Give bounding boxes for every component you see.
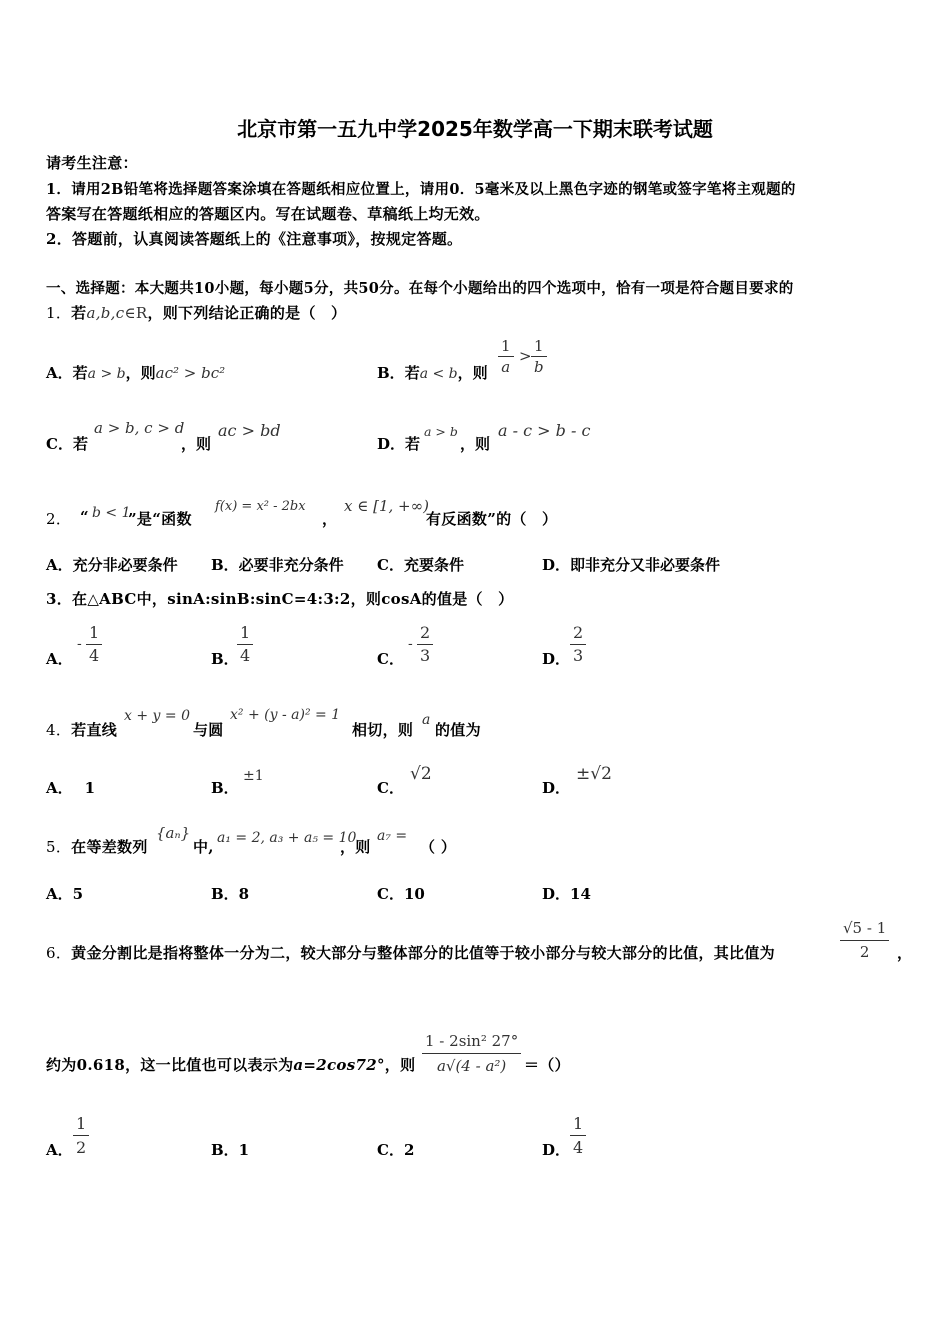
denominator: 4 — [570, 1135, 586, 1159]
q4-option-a[interactable] — [46, 777, 95, 798]
q2-condition: b < 1 — [92, 505, 131, 521]
q1-d-conclusion: a - c > b - c — [498, 421, 591, 440]
q1-d-condition: a > b — [424, 424, 458, 439]
q6-option-c[interactable]: C．2 — [377, 1141, 415, 1159]
denominator: 3 — [417, 644, 433, 667]
q1-option-a[interactable] — [46, 362, 225, 383]
math-vars: a,b,c — [86, 304, 125, 322]
q3-b-fraction — [237, 622, 253, 667]
denominator: 4 — [86, 644, 102, 667]
minus-sign: - — [408, 636, 413, 652]
q5-option-d[interactable]: D．14 — [542, 885, 591, 903]
q5-mid: 中, — [193, 838, 214, 856]
question-number: 4． — [46, 721, 72, 739]
option-label: B． — [377, 364, 405, 382]
q1-b-fraction-1 — [498, 336, 514, 377]
notice-item-2: 2．答题前，认真阅读答题纸上的《注意事项》，按规定答题。 — [46, 230, 463, 248]
q6-expression — [422, 1029, 521, 1078]
q6-d-fraction — [570, 1112, 586, 1159]
q5-condition: a₁ = 2, a₃ + a₅ = 10 — [217, 830, 357, 846]
q3-option-b-label[interactable]: B． — [211, 650, 239, 668]
math-set: ∈R — [124, 304, 148, 322]
q4-option-b-label[interactable]: B． — [211, 779, 239, 797]
denominator: a√(4 - a²) — [422, 1053, 521, 1078]
q4-mid: 与圆 — [193, 721, 224, 739]
q2-function: f(x) = x² - 2bx — [215, 499, 306, 514]
question-number: 5． — [46, 838, 72, 856]
stem-text: 若 — [71, 304, 87, 322]
q3-c-fraction — [417, 622, 433, 667]
option-label: D． — [377, 435, 406, 453]
q2-domain: x ∈ [1, +∞) — [344, 497, 429, 515]
question-2-open: “ — [80, 508, 89, 526]
option-label: A． — [46, 779, 73, 797]
q1-c-condition: a > b, c > d — [94, 419, 185, 437]
option-label: A． — [46, 364, 73, 382]
q1-b-fraction-2 — [531, 336, 547, 377]
math-expr: a > b — [87, 366, 126, 382]
option-text: ，则 — [457, 364, 488, 382]
denominator: a — [498, 356, 514, 377]
option-value: 1 — [84, 779, 96, 797]
stem-text: 约为0.618，这一比值也可以表示为 — [46, 1056, 294, 1074]
q3-option-d-label[interactable]: D． — [542, 650, 571, 668]
denominator: 3 — [570, 644, 586, 667]
question-3-stem: 3．在△ABC中，sinA:sinB:sinC=4:3:2，则cosA的值是（ ） — [46, 590, 514, 608]
option-text: 若 — [72, 364, 88, 382]
q2-option-d[interactable]: D．即非充分又非必要条件 — [542, 556, 721, 574]
numerator: 1 — [573, 1114, 584, 1133]
q3-option-c-label[interactable]: C． — [377, 650, 404, 668]
q2-option-a[interactable]: A．充分非必要条件 — [46, 556, 178, 574]
q4-end: 的值为 — [435, 721, 481, 739]
q4-option-b-value: ±1 — [243, 768, 264, 784]
q5-post: ，则 — [340, 838, 371, 856]
minus-sign: - — [77, 636, 82, 652]
numerator: 1 - 2sin² 27° — [425, 1032, 519, 1050]
q1-d-mid: ，则 — [460, 435, 491, 453]
option-text: ，则 — [125, 364, 156, 382]
option-text: 若 — [405, 435, 421, 453]
numerator: √5 - 1 — [843, 919, 887, 937]
numerator: 1 — [240, 623, 251, 642]
option-text: 若 — [404, 364, 420, 382]
greater-than-sign: > — [519, 347, 532, 365]
q1-c-mid: ，则 — [181, 435, 212, 453]
q6-golden-ratio — [840, 917, 889, 964]
q2-comma: ， — [322, 510, 338, 528]
notice-item-1-line-2: 答案写在答题纸相应的答题区内。写在试题卷、草稿纸上均无效。 — [46, 205, 490, 223]
q2-option-c[interactable]: C．充要条件 — [377, 556, 464, 574]
q1-c-conclusion: ac > bd — [218, 421, 281, 440]
q3-option-a-label[interactable]: A． — [46, 650, 73, 668]
q3-d-fraction — [570, 622, 586, 667]
stem-text: 若直线 — [71, 721, 118, 739]
stem-text: 在等差数列 — [71, 838, 148, 856]
question-5-stem-start — [46, 836, 148, 857]
numerator: 1 — [534, 337, 544, 355]
q6-line-2-end: ＝（） — [524, 1056, 570, 1074]
notice-item-1-line-1: 1．请用2B铅笔将选择题答案涂填在答题纸相应位置上，请用0．5毫米及以上黑色字迹的钢笔或签字笔将主观题的 — [46, 181, 796, 198]
q4-option-d-value: ±√2 — [576, 764, 612, 784]
question-2-close: ”是“函数 — [128, 510, 192, 528]
q4-option-c-label[interactable]: C． — [377, 779, 404, 797]
q4-option-d-label[interactable]: D． — [542, 779, 571, 797]
numerator: 2 — [420, 623, 431, 642]
denominator: 2 — [73, 1135, 89, 1159]
notice-heading: 请考生注意： — [46, 154, 138, 172]
question-number: 1． — [46, 304, 72, 322]
q2-option-b[interactable]: B．必要非充分条件 — [211, 556, 344, 574]
question-6-line-2 — [46, 1054, 415, 1075]
numerator: 1 — [501, 337, 511, 355]
q4-circle-equation: x² + (y - a)² = 1 — [230, 707, 341, 723]
stem-text: ，则下列结论正确的是（ ） — [147, 304, 347, 322]
q1-option-c-label[interactable] — [46, 433, 88, 454]
q6-option-a-label[interactable]: A． — [46, 1141, 73, 1159]
page-title: 北京市第一五九中学2025年数学高一下期末联考试题 — [237, 117, 713, 141]
question-number: 6． — [46, 944, 72, 962]
q4-post: 相切，则 — [352, 721, 414, 739]
q6-option-b[interactable]: B．1 — [211, 1141, 250, 1159]
denominator: 2 — [840, 940, 889, 964]
question-4-stem-start — [46, 719, 117, 740]
q1-option-b[interactable] — [377, 362, 488, 383]
option-text: 若 — [72, 435, 88, 453]
numerator: 1 — [89, 623, 100, 642]
q3-a-fraction — [86, 622, 102, 667]
q4-var: a — [422, 712, 431, 728]
numerator: 1 — [76, 1114, 87, 1133]
q5-sequence: {aₙ} — [156, 824, 191, 842]
q6-a-fraction — [73, 1112, 89, 1159]
option-label: C． — [46, 435, 73, 453]
math-expr: a < b — [419, 366, 458, 382]
q6-comma: ， — [897, 944, 913, 962]
math-expr: ac² > bc² — [155, 364, 226, 382]
question-2-post: 有反函数”的（ ） — [426, 510, 558, 528]
stem-text: ，则 — [384, 1056, 416, 1074]
question-number: 2． — [46, 510, 72, 528]
q5-end: （ ） — [420, 838, 457, 856]
denominator: 4 — [237, 644, 253, 667]
numerator: 2 — [573, 623, 584, 642]
math-expr: a=2cos72° — [293, 1056, 385, 1074]
q4-option-c-value: √2 — [410, 764, 432, 784]
q5-option-a[interactable]: A．5 — [46, 885, 84, 903]
question-1-stem — [46, 302, 346, 323]
denominator: b — [531, 356, 547, 377]
q1-option-d-label[interactable] — [377, 433, 420, 454]
q5-option-b[interactable]: B．8 — [211, 885, 250, 903]
section-heading: 一、选择题：本大题共10小题，每小题5分，共50分。在每个小题给出的四个选项中，恰有一项是符合题目要求的 — [46, 280, 794, 297]
stem-text: 黄金分割比是指将整体一分为二，较大部分与整体部分的比值等于较小部分与较大部分的比值，其比值为 — [71, 944, 775, 962]
question-6-line-1 — [46, 942, 775, 963]
q5-ask: a₇ = — [377, 828, 408, 844]
q6-option-d-label[interactable]: D． — [542, 1141, 571, 1159]
q4-line-equation: x + y = 0 — [124, 708, 190, 724]
question-2-number — [46, 508, 71, 529]
q5-option-c[interactable]: C．10 — [377, 885, 425, 903]
